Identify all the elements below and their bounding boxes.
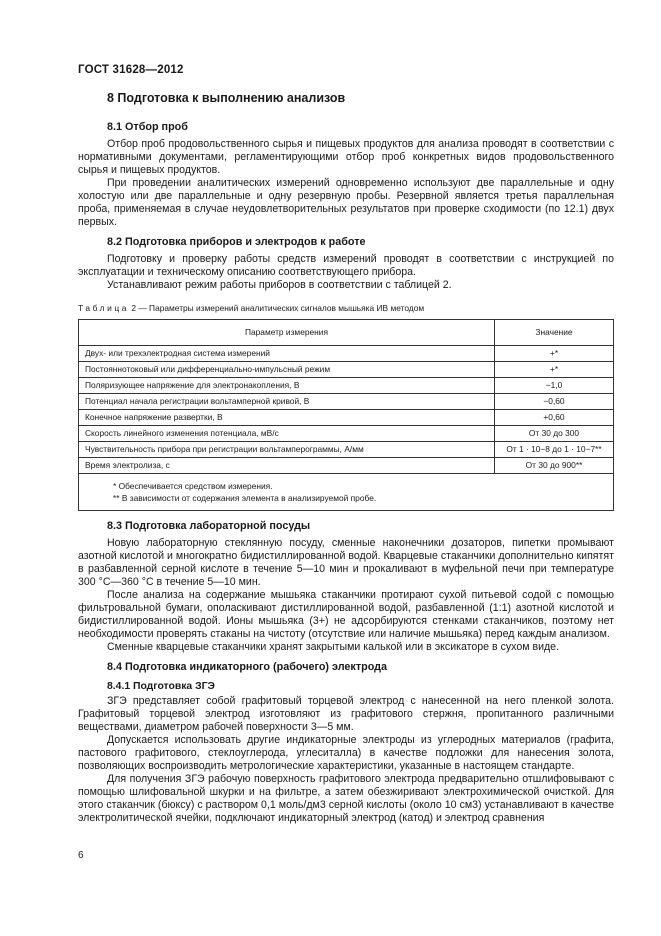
value-cell: −1,0 [495,378,614,394]
paragraph: ЗГЭ представляет собой графитовый торцевой электрод с нанесенной на него пленкой золота. Графитовый торцевой электрод изготовляют из графитового стержня, пропитанного различными веществами, диаметром рабочей поверхности 3—5 мм. [78,695,614,733]
paragraph: При проведении аналитических измерений одновременно используют две параллельные и одну холостую или две параллельные и одну резервную пробы. Резервной является третья параллельная проба, применяемая в случае неудовлетворительных результатов при проверке сходимости (по 12.1) двух первых. [78,177,614,228]
param-cell: Скорость линейного изменения потенциала, мВ/с [79,426,495,442]
param-cell: Конечное напряжение развертки, В [79,410,495,426]
table-header-row [79,320,614,346]
table-row [79,442,614,458]
table-row [79,346,614,362]
value-cell: +* [495,346,614,362]
table-row [79,378,614,394]
table-row [79,394,614,410]
paragraph: Устанавливают режим работы приборов в соответствии с таблицей 2. [107,279,452,291]
footnote: * Обеспечивается средством измерения. [113,481,273,491]
table-row [79,458,614,474]
section-8-4-title: 8.4 Подготовка индикаторного (рабочего) электрода [107,661,388,673]
section-8-2-title: 8.2 Подготовка приборов и электродов к работе [107,236,366,248]
paragraph: Сменные кварцевые стаканчики хранят закрытыми калькой или в эксикаторе в сухом виде. [107,641,560,653]
table-footnote-row [79,474,614,511]
column-header-value: Значение [495,320,614,346]
standard-header: ГОСТ 31628—2012 [78,64,184,76]
param-cell: Чувствительность прибора при регистрации вольтамперограммы, А/мм [79,442,495,458]
table-footnotes [79,474,614,511]
paragraph: Допускается использовать другие индикаторные электроды из углеродных материалов (графита, пастового графитового, стеклоуглерода, углеситалла) в качестве подложки для нанесения золота, позволяющих воспроизводить метрологические характеристики, указанные в настоящем стандарте. [78,734,614,772]
table-caption [78,302,614,315]
table-row [79,410,614,426]
table-caption-text: 2 — Параметры измерений аналитических сигналов мышьяка ИВ методом [129,303,425,313]
section-8-3-title: 8.3 Подготовка лабораторной посуды [107,520,311,532]
parameters-table [78,319,614,511]
value-cell: От 30 до 900** [495,458,614,474]
section-8-4-1-title: 8.4.1 Подготовка ЗГЭ [107,681,215,692]
page-number: 6 [78,850,84,861]
value-cell: От 30 до 300 [495,426,614,442]
footnote: ** В зависимости от содержания элемента в анализируемой пробе. [113,493,377,503]
table-row [79,362,614,378]
param-cell: Поляризующее напряжение для электронакопления, В [79,378,495,394]
param-cell: Время электролиза, с [79,458,495,474]
param-cell: Двух- или трехэлектродная система измерений [79,346,495,362]
main-content [78,92,614,825]
value-cell: От 1 · 10−8 до 1 · 10−7** [495,442,614,458]
column-header-param: Параметр измерения [79,320,495,346]
section-8-1-title: 8.1 Отбор проб [107,121,188,133]
section-8-title: 8 Подготовка к выполнению анализов [107,91,346,105]
paragraph: Для получения ЗГЭ рабочую поверхность графитового электрода предварительно отшлифовывают с помощью шлифовальной шкурки и на фильтре, а затем обезжиривают электрохимической очисткой. Для этого стаканчик (бюксу) с раствором 0,1 моль/дм3 серной кислоты (около 10 см3) устанавливают в качестве электролитической ячейки, подключают индикаторный электрод (катод) и электрод сравнения [78,773,614,824]
paragraph: После анализа на содержание мышьяка стаканчики протирают сухой питьевой содой с помощью фильтровальной бумаги, ополаскивают дистиллированной водой, разбавленной (1:1) азотной кислотой и бидистиллированной водой. Ионы мышьяка (3+) не адсорбируются стенками стаканчиков, поэтому нет необходимости проверять стаканы на чистоту (отсутствие или наличие мышьяка) перед каждым анализом. [78,589,614,640]
param-cell: Потенциал начала регистрации вольтамперной кривой, В [79,394,495,410]
value-cell: +* [495,362,614,378]
paragraph: Отбор проб продовольственного сырья и пищевых продуктов для анализа проводят в соответствии с нормативными документами, регламентирующими отбор проб конкретных видов продовольственного сырья и пищевых продуктов. [78,138,614,176]
table-row [79,426,614,442]
paragraph: Новую лабораторную стеклянную посуду, сменные наконечники дозаторов, пипетки промывают азотной кислотой и многократно бидистиллированной водой. Кварцевые стаканчики дополнительно кипятят в разбавленной серной кислоте в течение 5—10 мин и прокаливают в муфельной печи при температуре 300 °С—360 °С в течение 5—10 мин. [78,537,614,588]
paragraph: Подготовку и проверку работы средств измерений проводят в соответствии с инструкцией по эксплуатации и техническому описанию соответствующего прибора. [78,253,614,278]
value-cell: +0,60 [495,410,614,426]
param-cell: Постояннотоковый или дифференциально-импульсный режим [79,362,495,378]
value-cell: −0,60 [495,394,614,410]
table-caption-label: Таблица [78,303,130,313]
